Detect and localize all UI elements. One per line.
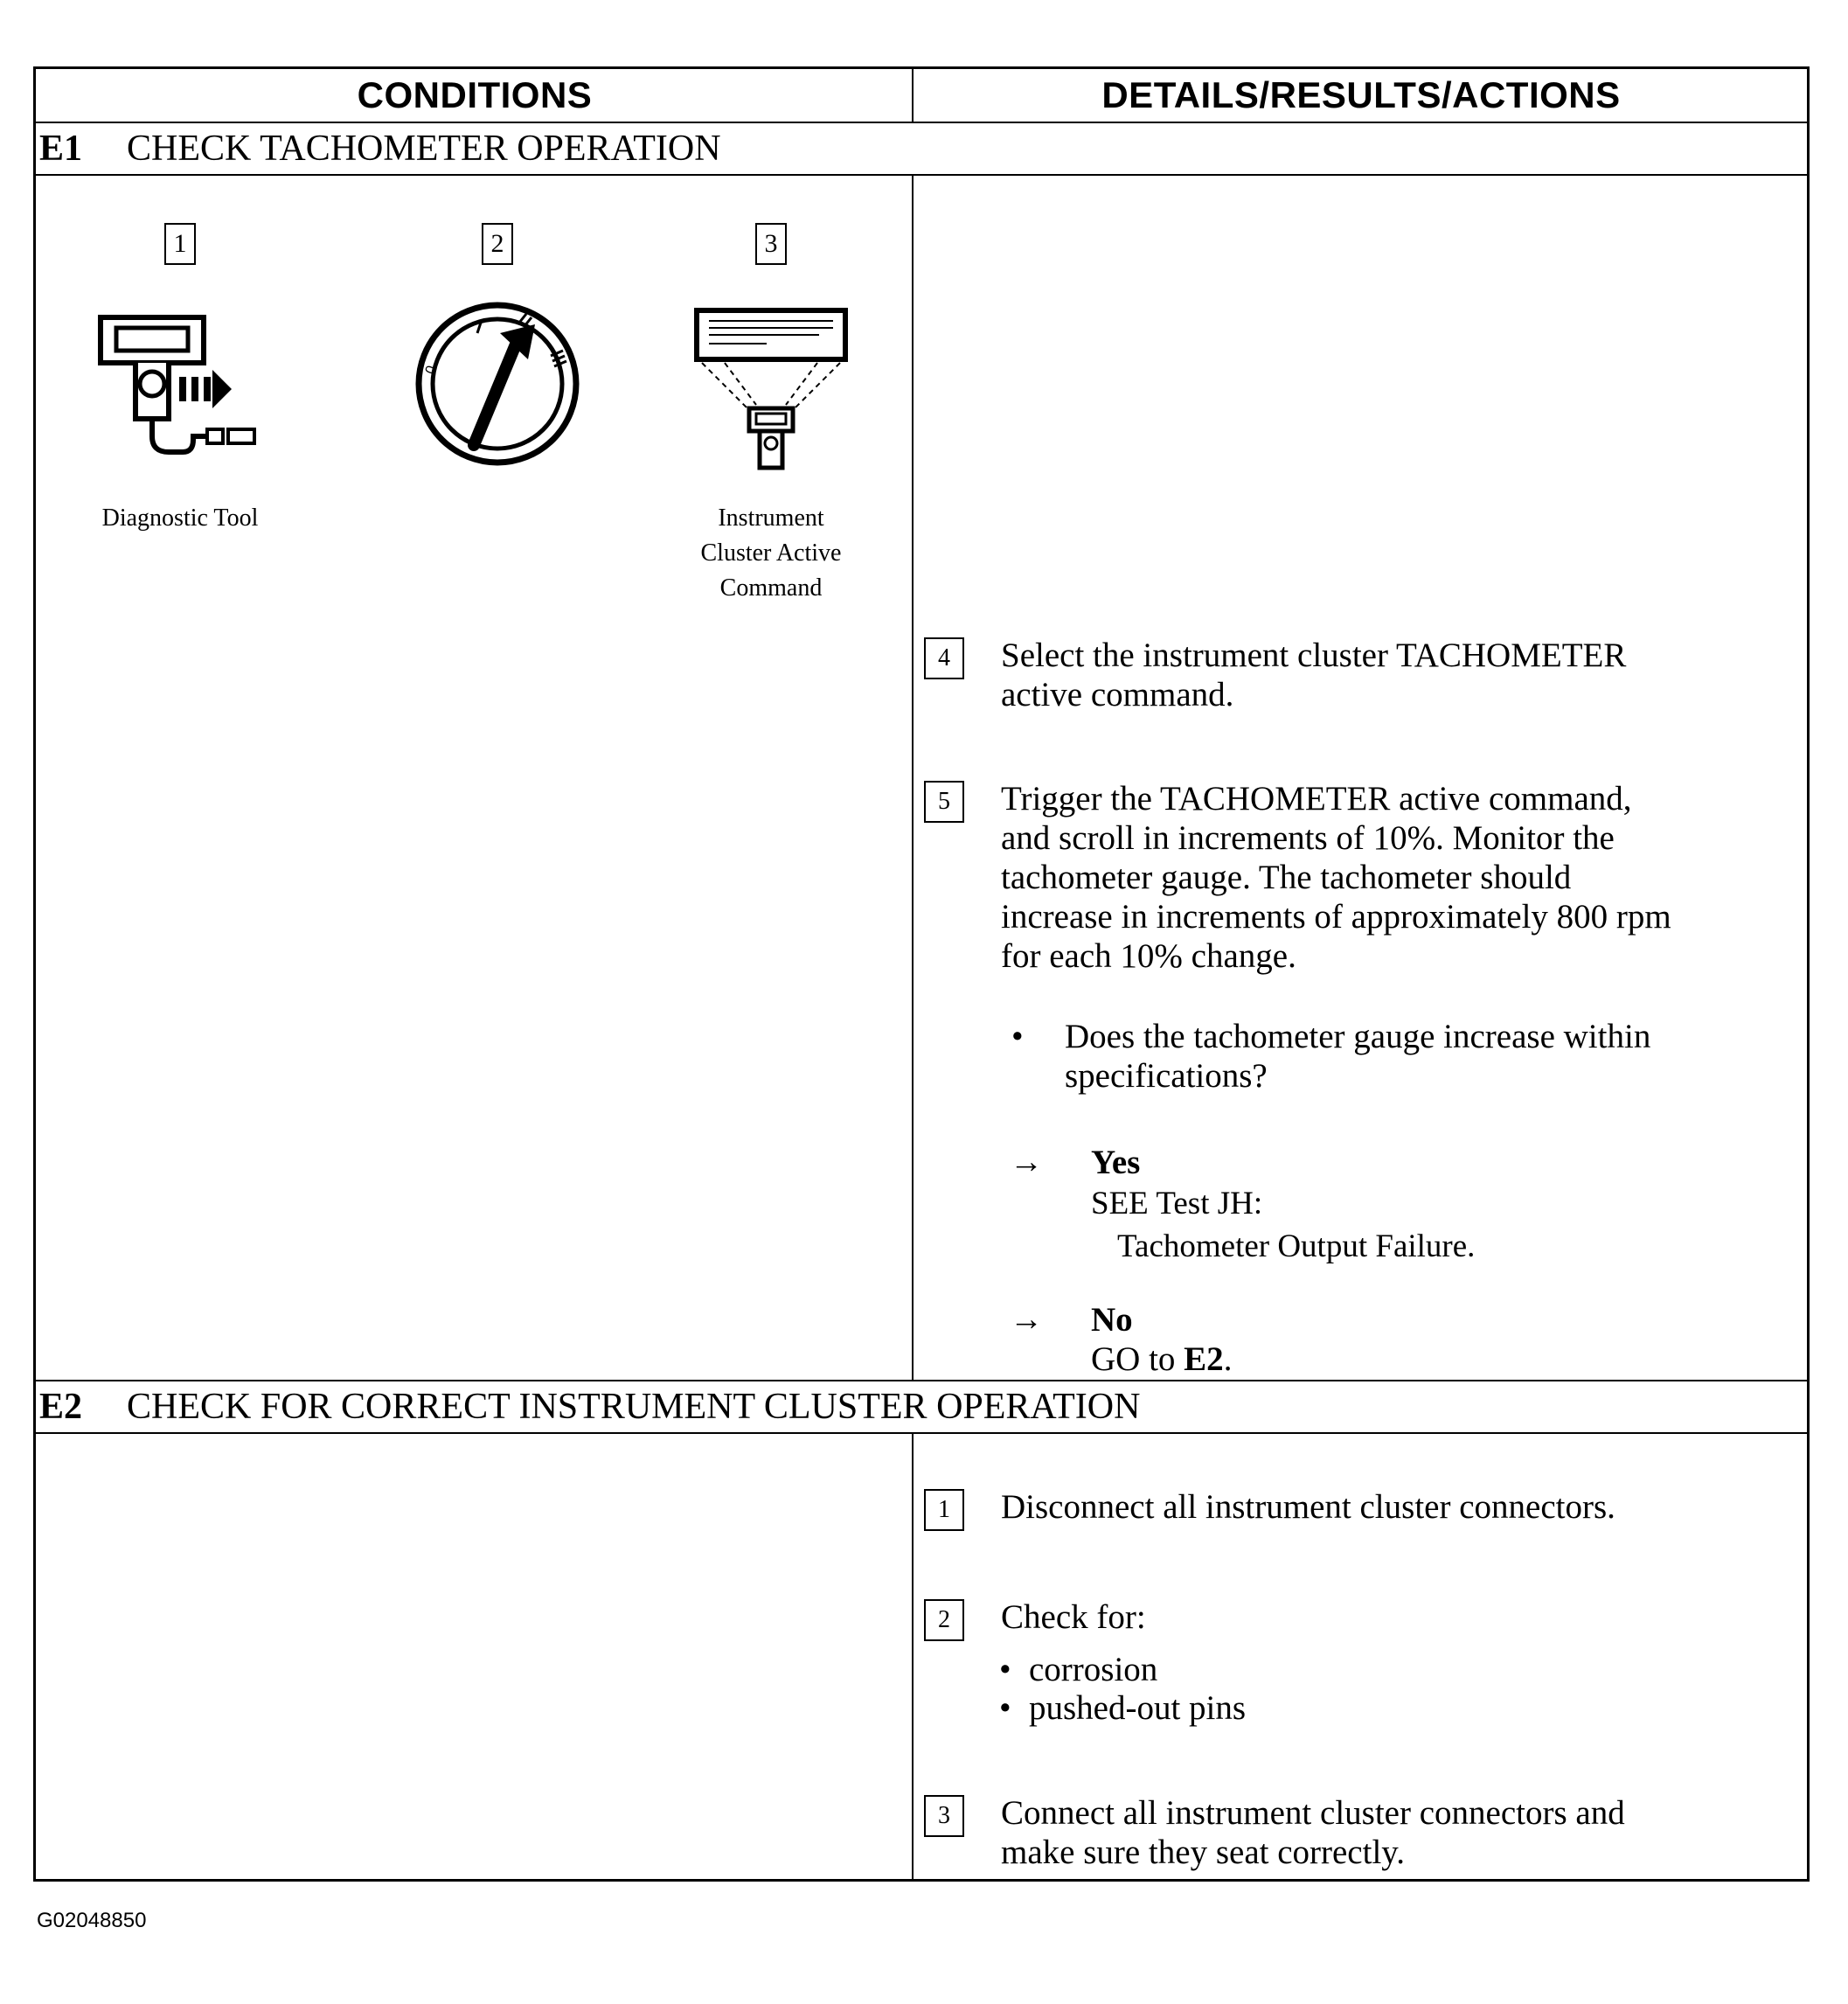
step-text: Trigger the TACHOMETER active command, — [1001, 780, 1632, 818]
svg-text:0: 0 — [422, 364, 440, 377]
no-action — [1091, 1339, 1232, 1379]
step-text: Select the instrument cluster TACHOMETER — [1001, 637, 1627, 674]
step-3 — [924, 1793, 1798, 1881]
step-number: 1 — [924, 1489, 964, 1531]
column-divider — [912, 1432, 914, 1882]
diagnostic-table — [33, 66, 1810, 1882]
ignition-switch-icon — [388, 265, 607, 492]
icon-caption: Diagnostic Tool — [101, 504, 259, 532]
check-item: corrosion — [1029, 1651, 1158, 1688]
step-text: and scroll in increments of 10%. Monitor the — [1001, 819, 1615, 857]
step-number: 2 — [924, 1599, 964, 1641]
check-item: pushed-out pins — [1029, 1689, 1247, 1727]
no-action-target: E2 — [1184, 1340, 1224, 1378]
icon-caption: Instrument — [718, 504, 824, 532]
icon-caption: Cluster Active — [700, 539, 842, 567]
section-title-e2 — [39, 1381, 1140, 1432]
conditions-header: CONDITIONS — [357, 74, 593, 115]
bullet-icon: • — [999, 1651, 1011, 1688]
active-command-icon — [662, 265, 880, 492]
section-id: E1 — [39, 129, 83, 169]
question-text: Does the tachometer gauge increase within — [1065, 1018, 1651, 1055]
step-1 — [924, 1487, 1798, 1540]
step-number: 2 — [482, 223, 513, 265]
icon-caption: Command — [719, 574, 823, 602]
section-id: E2 — [39, 1387, 83, 1427]
step-text: Connect all instrument cluster connectors and — [1001, 1794, 1625, 1832]
column-divider — [912, 69, 914, 123]
section-title-e1 — [39, 123, 721, 174]
section-title-text: CHECK TACHOMETER OPERATION — [127, 129, 721, 169]
bullet-icon: • — [999, 1689, 1011, 1727]
right-arrow-icon: → — [1010, 1144, 1043, 1180]
no-action-suffix: . — [1223, 1340, 1233, 1378]
step-number: 3 — [924, 1795, 964, 1837]
step-text: Disconnect all instrument cluster connectors. — [1001, 1488, 1615, 1526]
step-text: Check for: — [1001, 1598, 1146, 1636]
step-number: 3 — [755, 223, 787, 265]
figure-code: G02048850 — [37, 1909, 147, 1932]
divider — [36, 174, 1807, 176]
yes-label: Yes — [1091, 1144, 1141, 1181]
step-text: increase in increments of approximately 800 rpm — [1001, 898, 1671, 936]
step-text: active command. — [1001, 676, 1234, 713]
step-text: for each 10% change. — [1001, 937, 1296, 975]
section-title-text: CHECK FOR CORRECT INSTRUMENT CLUSTER OPERATION — [127, 1387, 1141, 1427]
yes-target: Tachometer Output Failure. — [1117, 1228, 1476, 1264]
right-arrow-icon: → — [1010, 1301, 1043, 1338]
no-action-prefix: GO to — [1091, 1340, 1185, 1378]
bullet-icon: • — [1011, 1018, 1024, 1055]
question-text: specifications? — [1065, 1057, 1268, 1095]
yes-action: SEE Test JH: — [1091, 1186, 1263, 1221]
condition-diagnostic-tool — [71, 223, 289, 536]
step-text: tachometer gauge. The tachometer should — [1001, 859, 1572, 896]
step-text: make sure they seat correctly. — [1001, 1834, 1406, 1871]
condition-ignition-switch — [388, 223, 607, 501]
step-number: 5 — [924, 781, 964, 823]
step-number: 1 — [164, 223, 196, 265]
condition-active-command — [662, 223, 880, 606]
column-divider — [912, 174, 914, 1381]
step-4 — [924, 636, 1798, 723]
step-number: 4 — [924, 637, 964, 679]
divider — [36, 1432, 1807, 1434]
details-header: DETAILS/RESULTS/ACTIONS — [1101, 74, 1621, 115]
diagnostic-tool-icon — [71, 265, 289, 492]
no-label: No — [1091, 1301, 1133, 1339]
step-5 — [924, 779, 1798, 989]
